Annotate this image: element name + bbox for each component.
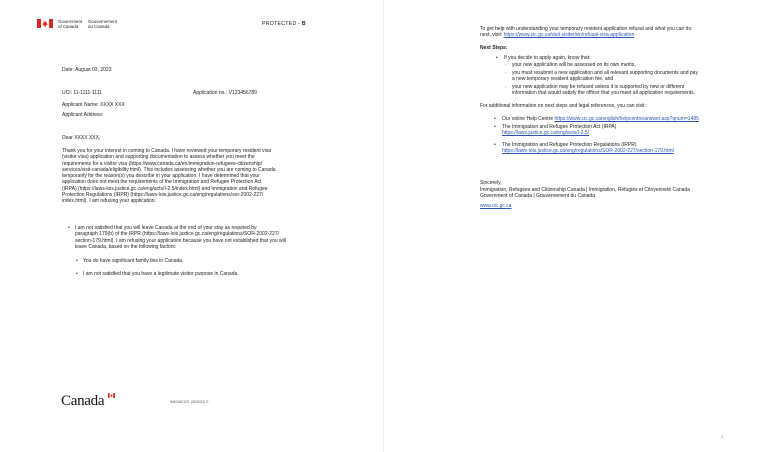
purpose-bullet bbox=[76, 271, 328, 277]
body-line: temporarily for the reason(s) you describe in your application. I have determined that your bbox=[62, 173, 260, 180]
apply-again-bullet bbox=[496, 55, 591, 61]
sub-item-line: you must resubmit a new application and all relevant supporting documents and pay bbox=[512, 70, 698, 76]
signature-line: Immigration, Refugees and Citizenship Canada | Immigration, Réfugiés et Citoyenneté Canada bbox=[480, 187, 691, 193]
body-line: index.html). I am refusing your application. bbox=[62, 198, 156, 205]
bullet-dot-icon: • bbox=[494, 124, 496, 130]
body-line: (visitor visa) application and supporting documentation to assess whether you meet the bbox=[62, 154, 255, 161]
cic-website-link[interactable]: www.cic.gc.ca bbox=[480, 203, 512, 209]
page-number: 2 bbox=[721, 434, 724, 439]
sub-item-3 bbox=[505, 84, 696, 97]
resource-irpa bbox=[494, 124, 617, 137]
factor-bullet bbox=[76, 258, 328, 264]
reason-line: section-179.html). I am refusing your application because you have not established that you will bbox=[75, 237, 286, 244]
body-line: (IRPA) (https://laws-lois.justice.gc.ca/eng/acts/I-2.5/index.html) and Immigration and Refugee bbox=[62, 185, 268, 192]
sub-bullet-icon: ◦ bbox=[505, 70, 507, 75]
bullet-dot-icon: • bbox=[494, 116, 496, 122]
body-paragraph bbox=[62, 148, 320, 205]
applicant-address: Applicant Address: bbox=[62, 112, 104, 118]
resource-irpr bbox=[494, 142, 674, 155]
bullet-dot-icon: • bbox=[76, 258, 78, 264]
factor-line: You do have significant family ties in Canada. bbox=[83, 258, 184, 264]
resource-label: The Immigration and Refugee Protection Regulations (IRPR) bbox=[502, 142, 637, 148]
sub-item-line: your new application will be assessed on its own merits, bbox=[512, 62, 636, 68]
letter-page-2 bbox=[384, 0, 768, 452]
reason-line: paragraph 179(b) of the IRPR (https://laws-lois.justice.gc.ca/eng/regulations/SOR-2002-227/ bbox=[75, 231, 279, 238]
sub-item-line: information that would satisfy the officer that you meet all application requirements. bbox=[512, 90, 696, 97]
reason-line: leave Canada, based on the following factors: bbox=[75, 243, 177, 250]
gov-fr-line-1: Gouvernement bbox=[88, 19, 118, 24]
form-reference: IMM 0621/21 (05/2022) E bbox=[170, 400, 209, 404]
resource-help-centre bbox=[494, 116, 699, 122]
body-line: Thank you for your interest in coming to Canada. I have reviewed your temporary resident visa bbox=[62, 148, 271, 154]
help-centre-link[interactable]: https://www.cic.gc.ca/english/helpcentre/answer.asp?qnum=1485 bbox=[554, 116, 699, 122]
gov-en-line-2: of Canada bbox=[58, 24, 79, 29]
protected-marking bbox=[262, 21, 306, 27]
irpa-link[interactable]: https://laws.justice.gc.ca/eng/acts/I-2.5/ bbox=[502, 130, 589, 137]
protected-label: PROTECTED - bbox=[262, 21, 302, 27]
reason-line: I am not satisfied that you will leave Canada at the end of your stay as required by bbox=[75, 225, 257, 231]
wordmark-flag-icon bbox=[108, 393, 115, 398]
body-line: services/visit-canada/eligibility.html). This includes assessing whether you are coming to Canada bbox=[62, 166, 276, 173]
resource-label: Our online Help Centre bbox=[502, 116, 555, 122]
canada-flag-icon bbox=[37, 19, 53, 28]
gov-en-line-1: Government bbox=[58, 19, 83, 24]
greeting: Dear XXXX XXX, bbox=[62, 135, 101, 141]
help-intro-end: . bbox=[634, 32, 636, 39]
sub-item-line: your new application may be refused unless it is supported by new or different bbox=[512, 84, 685, 90]
help-intro-line-2 bbox=[480, 32, 755, 38]
sub-bullet-icon: ◦ bbox=[505, 84, 507, 89]
body-line: requirements for a visitor visa (https://www.canada.ca/en/immigration-refugees-citizenship/ bbox=[62, 160, 263, 167]
bullet-dot-icon: • bbox=[496, 55, 498, 61]
additional-info: For additional information on next steps and legal references, you can visit: bbox=[480, 103, 646, 109]
sincerely: Sincerely, bbox=[480, 180, 502, 186]
next-steps-heading: Next Steps: bbox=[480, 45, 508, 51]
canada-wordmark bbox=[61, 393, 104, 410]
sub-item-2 bbox=[505, 70, 698, 83]
letter-date: Date: August 03, 2023 bbox=[62, 67, 112, 73]
help-intro bbox=[480, 26, 755, 39]
protected-level: B bbox=[301, 21, 306, 27]
bullet-dot-icon: • bbox=[68, 225, 70, 231]
uci-number: UCI: 11-1111-1111 bbox=[62, 90, 102, 96]
refusal-help-link[interactable]: https://www.cic.gc.ca/visit-visiter/en/refusal-visa-application bbox=[503, 32, 635, 39]
signature-block bbox=[480, 187, 690, 200]
resource-line bbox=[502, 116, 699, 122]
bullet-dot-icon: • bbox=[76, 271, 78, 277]
body-line: Protection Regulations (IRPR) (https://laws-lois.justice.gc.ca/eng/regulations/sor-2002-227/ bbox=[62, 192, 264, 199]
gov-fr-line-2: du Canada bbox=[88, 24, 110, 29]
applicant-name: Applicant Name: XXXX XXX bbox=[62, 102, 125, 108]
sub-bullet-icon: ◦ bbox=[505, 62, 507, 67]
body-line: application does not meet the requirements of the Immigration and Refugee Protection Act bbox=[62, 179, 262, 186]
reason-bullet bbox=[68, 225, 320, 250]
purpose-line: I am not satisfied that you have a legitimate visitor purpose in Canada. bbox=[83, 271, 239, 277]
canada-wordmark-text: Canada bbox=[61, 393, 105, 409]
sub-item-1 bbox=[505, 62, 636, 68]
sub-item-line: a new temporary resident application fee, and bbox=[512, 76, 614, 83]
irpr-link[interactable]: https://laws-lois.justice.gc.ca/eng/regulations/SOR-2002-227/section-179.html bbox=[502, 148, 674, 155]
application-number: Application no.: V123456789 bbox=[193, 90, 257, 96]
help-intro-text: next, visit: bbox=[480, 32, 504, 39]
resource-label: The Immigration and Refugee Protection Act (IRPA) bbox=[502, 124, 617, 130]
apply-again-text: If you decide to apply again, know that: bbox=[504, 55, 591, 61]
signature-line: Government of Canada | Gouvernement du Canada bbox=[480, 193, 595, 200]
bullet-dot-icon: • bbox=[494, 142, 496, 148]
help-intro-line: To get help with understanding your temporary resident application refusal and what you can do bbox=[480, 26, 692, 32]
